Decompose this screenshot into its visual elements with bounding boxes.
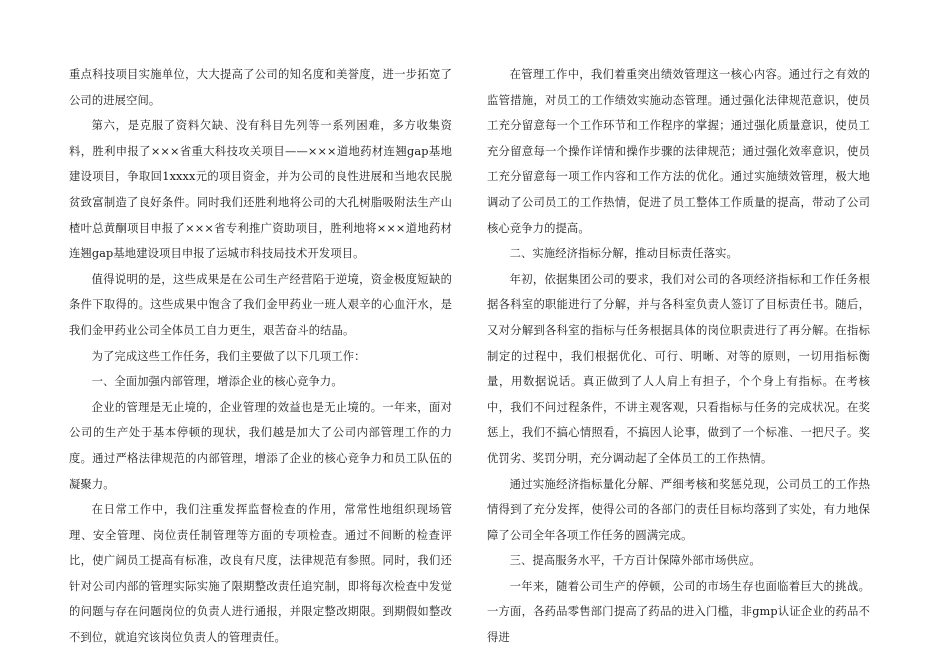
section-heading: 一、全面加强内部管理，增添企业的核心竞争力。 — [91, 375, 343, 389]
section-heading: 三、提高服务水平，千方百计保障外部市场供应。 — [509, 554, 761, 568]
paragraph: 通过实施经济指标量化分解、严细考核和奖惩兑现，公司员工的工作热情得到了充分发挥，使得公司的各部门的责任目标均落到了实处，有力地保障了公司全年各项工作任务的圆满完成。 — [487, 477, 870, 542]
paragraph: 为了完成这些工作任务，我们主要做了以下几项工作： — [91, 349, 366, 363]
paragraph: 在管理工作中，我们着重突出绩效管理这一核心内容。通过行之有效的监管措施，对员工的工作绩效实施动态管理。通过强化法律规范意识，使员工充分留意每一个工作环节和工作程序的掌握；通过强化质量意识，使员工充分留意每一个操作详情和操作步骤的法律规范；通过强化效率意识，使员工充分留意每一项工作内容和工作方法的优化。通过实施绩效管理，极大地调动了公司员工的工作热情，促进了员工整体工作质量的提高，带动了公司核心竞争力的提高。 — [487, 68, 870, 235]
right-column — [487, 62, 870, 651]
paragraph: 重点科技项目实施单位，大大提高了公司的知名度和美誉度，进一步拓宽了公司的进展空间。 — [69, 68, 452, 107]
paragraph: 年初，依据集团公司的要求，我们对公司的各项经济指标和工作任务根据各科室的职能进行了分解，并与各科室负责人签订了目标责任书。随后，又对分解到各科室的指标与任务根据具体的岗位职责进行了再分解。在指标制定的过程中，我们根据优化、可行、明晰、对等的原则，一切用指标衡量，用数据说话。真正做到了人人肩上有担子，个个身上有指标。在考核中，我们不问过程条件，不讲主观客观，只看指标与任务的完成状况。在奖惩上，我们不搞心情照看，不搞因人论事，做到了一个标准、一把尺子。奖优罚劣、奖罚分明，充分调动起了全体员工的工作热情。 — [487, 272, 870, 465]
section-heading: 二、实施经济指标分解，推动目标责任落实。 — [509, 247, 738, 261]
left-column — [69, 62, 452, 651]
paragraph: 值得说明的是，这些成果是在公司生产经营陷于逆境，资金极度短缺的条件下取得的。这些成果中饱含了我们金甲药业一班人艰辛的心血汗水，是我们金甲药业公司全体员工自力更生，艰苦奋斗的结晶。 — [69, 272, 452, 337]
paragraph: 一年来，随着公司生产的停顿，公司的市场生存也面临着巨大的挑战。一方面，各药品零售部门提高了药品的进入门槛，非gmp认证企业的药品不得进 — [487, 579, 870, 645]
paragraph: 在日常工作中，我们注重发挥监督检查的作用，常常性地组织现场管理、安全管理、岗位责任制管理等方面的专项检查。通过不间断的检查评比，使广阔员工提高有标准，改良有尺度，法律规范有参照。同时，我们还针对公司内部的管理实际实施了限期整改责任追究制，即将每次检查中发觉的问题与存在问题岗位的负责人进行通报，并限定整改期限。到期假如整改不到位，就追究该岗位负责人的管理责任。 — [69, 503, 452, 645]
paragraph: 第六，是克服了资料欠缺、没有科目先列等一系列困难，多方收集资料，胜利申报了×××省重大科技攻关项目——×××道地药材连翘gap基地建设项目，争取回1xxxx元的项目资金，并为公司的良性进展和当地农民脱贫致富制造了良好条件。同时我们还胜利地将公司的大孔树脂吸附法生产山楂叶总黄酮项目申报了×××省专利推广资助项目，胜利地将×××道地药材连翘gap基地建设项目申报了运城市科技局技术开发项目。 — [69, 119, 452, 261]
paragraph: 企业的管理是无止境的，企业管理的效益也是无止境的。一年来，面对公司的生产处于基本停顿的现状，我们越是加大了公司内部管理工作的力度。通过严格法律规范的内部管理，增添了企业的核心竞争力和员工队伍的凝聚力。 — [69, 400, 452, 491]
